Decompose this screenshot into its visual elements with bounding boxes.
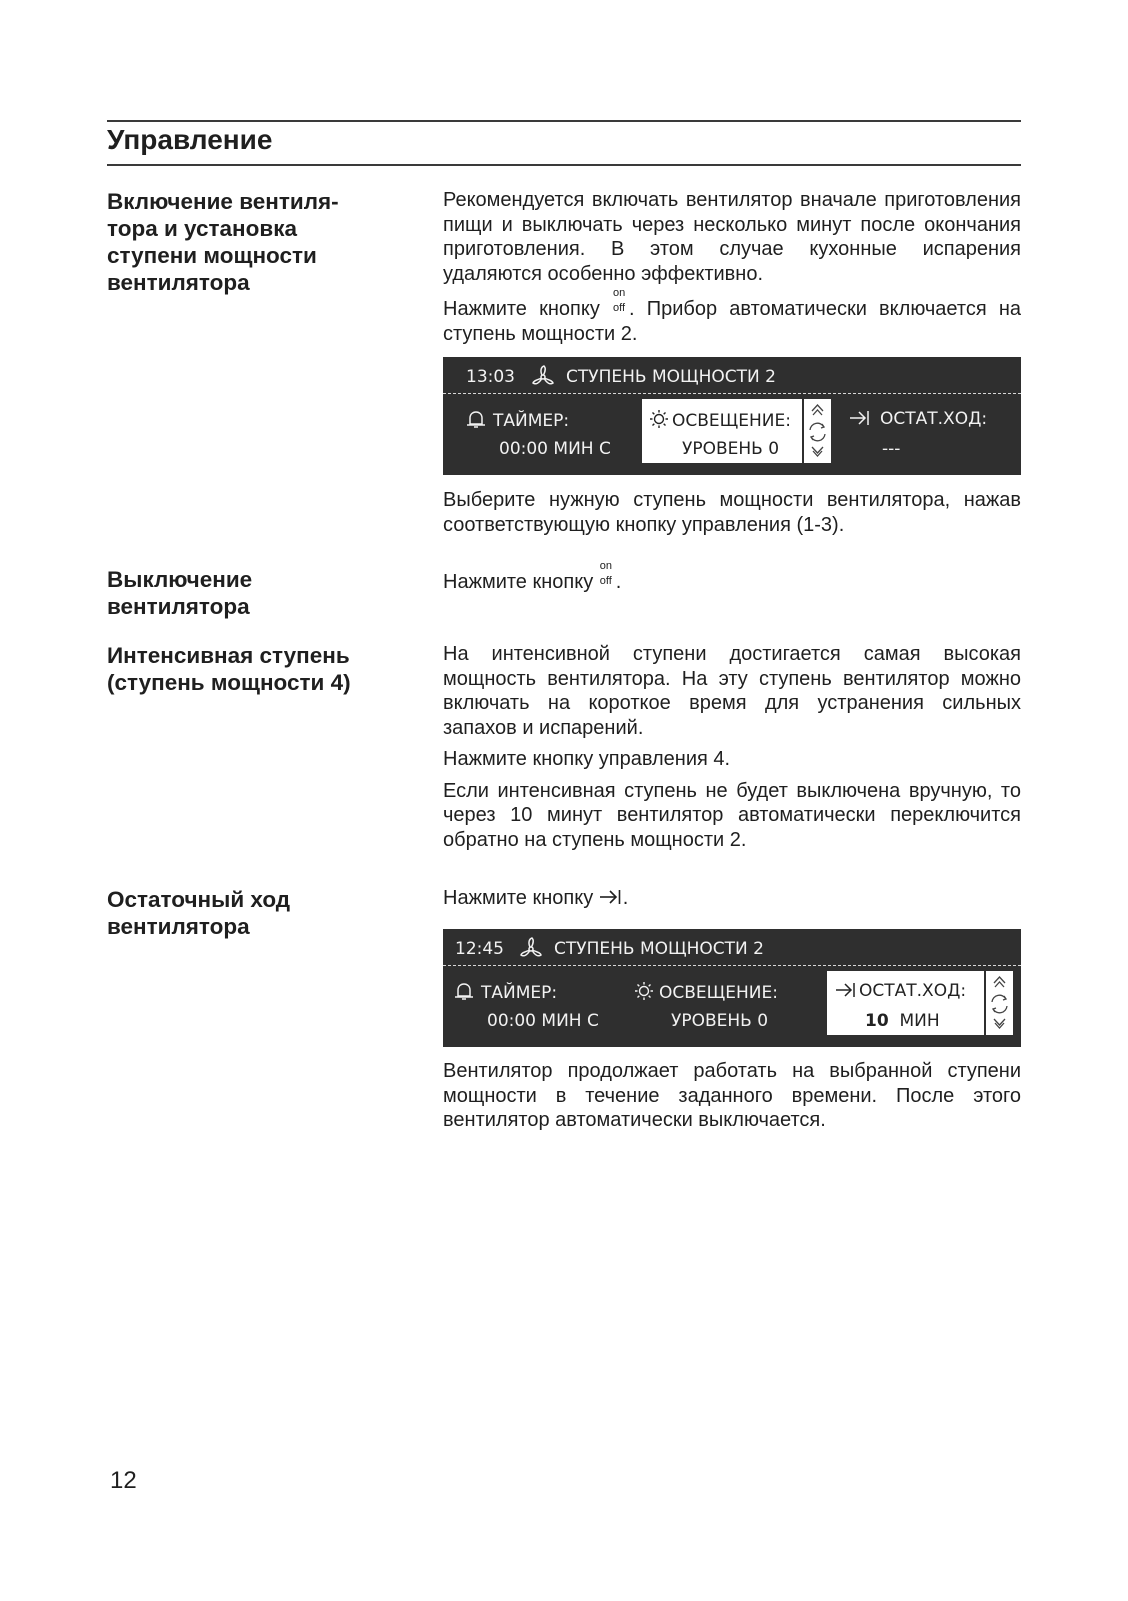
section-heading-switch-off: Выключение вентилятора xyxy=(107,567,253,619)
section-body-afterrun xyxy=(443,886,1021,911)
timer-cell xyxy=(443,399,638,463)
afterrun-cell-selected[interactable] xyxy=(827,971,984,1035)
section-body-switch-on xyxy=(443,188,1021,353)
bell-icon xyxy=(453,981,475,1001)
lamp-icon xyxy=(633,981,655,1001)
page-number: 12 xyxy=(110,1467,137,1494)
text: Нажмите кнопку xyxy=(443,887,599,909)
timer-label: ТАЙМЕР: xyxy=(493,411,570,431)
afterrun-cell xyxy=(835,399,1021,463)
section-heading-switch-on: Включение вентиля- тора и установка ступени мощности вентилятора xyxy=(107,189,339,295)
on-off-symbol: on off xyxy=(599,560,613,587)
section-body-intensive xyxy=(443,642,1021,859)
scroll-control[interactable] xyxy=(984,971,1013,1035)
lighting-cell-selected[interactable] xyxy=(642,399,802,463)
paragraph xyxy=(443,287,1021,346)
text: . Прибор автоматически включается на ступень мощности 2. xyxy=(443,298,1021,345)
lighting-label: ОСВЕЩЕНИЕ: xyxy=(672,411,791,431)
afterrun-label: ОСТАТ.ХОД: xyxy=(859,981,967,1001)
afterrun-value: --- xyxy=(882,439,901,459)
text: Нажмите кнопку xyxy=(443,571,599,593)
text: Нажмите кнопку xyxy=(443,298,612,320)
fan-stage-label: СТУПЕНЬ МОЩНОСТИ 2 xyxy=(566,367,776,387)
text: . xyxy=(615,571,622,593)
scroll-arrows-icon xyxy=(804,399,831,463)
scroll-arrows-icon xyxy=(986,971,1013,1035)
display-header xyxy=(443,929,1021,966)
on-off-symbol: on off xyxy=(613,287,626,314)
text: . xyxy=(622,887,629,909)
afterrun-number: 10 xyxy=(865,1011,889,1031)
paragraph: Вентилятор продолжает работать на выбранной ступени мощности в течение заданного времени. После этого вентилятор автоматически выключается. xyxy=(443,1060,1021,1131)
top-rule xyxy=(107,120,1021,122)
afterrun-arrow-icon xyxy=(849,409,871,427)
lighting-label: ОСВЕЩЕНИЕ: xyxy=(659,983,778,1003)
display-clock: 13:03 xyxy=(466,367,515,387)
bell-icon xyxy=(465,409,487,429)
lighting-value: УРОВЕНЬ 0 xyxy=(682,439,780,459)
control-display xyxy=(443,929,1021,1047)
paragraph: Нажмите кнопку управления 4. xyxy=(443,748,731,770)
paragraph: Выберите нужную ступень мощности вентилятора, нажав соответствующую кнопку управления (1-3). xyxy=(443,489,1021,536)
afterrun-unit: МИН xyxy=(899,1011,940,1031)
afterrun-arrow-icon xyxy=(599,888,623,906)
paragraph: На интенсивной ступени достигается самая высокая мощность вентилятора. На эту ступень вентилятор можно включать на короткое время для устранения сильных запахов и испарений. xyxy=(443,643,1021,739)
paragraph: Рекомендуется включать вентилятор вначале приготовления пищи и выключать через несколько минут после окончания приготовления. В этом случае кухонные испарения удаляются особенно эффективно. xyxy=(443,189,1021,285)
timer-label: ТАЙМЕР: xyxy=(481,983,558,1003)
lighting-cell xyxy=(633,971,823,1035)
title-rule xyxy=(107,164,1021,166)
page-title: Управление xyxy=(107,124,273,155)
timer-value: 00:00 МИН С xyxy=(487,1011,599,1031)
fan-icon xyxy=(519,936,543,958)
paragraph: Если интенсивная ступень не будет выключена вручную, то через 10 минут вентилятор автоматически переключится обратно на ступень мощности 2. xyxy=(443,779,1021,851)
display-header xyxy=(443,357,1021,394)
fan-icon xyxy=(531,364,555,386)
lighting-value: УРОВЕНЬ 0 xyxy=(671,1011,769,1031)
timer-cell xyxy=(443,971,628,1035)
control-display xyxy=(443,357,1021,475)
display-clock: 12:45 xyxy=(455,939,504,959)
scroll-control[interactable] xyxy=(802,399,831,463)
fan-stage-label: СТУПЕНЬ МОЩНОСТИ 2 xyxy=(554,939,764,959)
timer-value: 00:00 МИН С xyxy=(499,439,611,459)
lamp-icon xyxy=(648,409,670,429)
section-heading-afterrun: Остаточный ход вентилятора xyxy=(107,887,291,939)
section-heading-intensive: Интенсивная ступень (ступень мощности 4) xyxy=(107,643,351,695)
afterrun-arrow-icon xyxy=(835,981,857,999)
afterrun-label: ОСТАТ.ХОД: xyxy=(880,409,988,429)
section-body-switch-off xyxy=(443,560,1021,595)
